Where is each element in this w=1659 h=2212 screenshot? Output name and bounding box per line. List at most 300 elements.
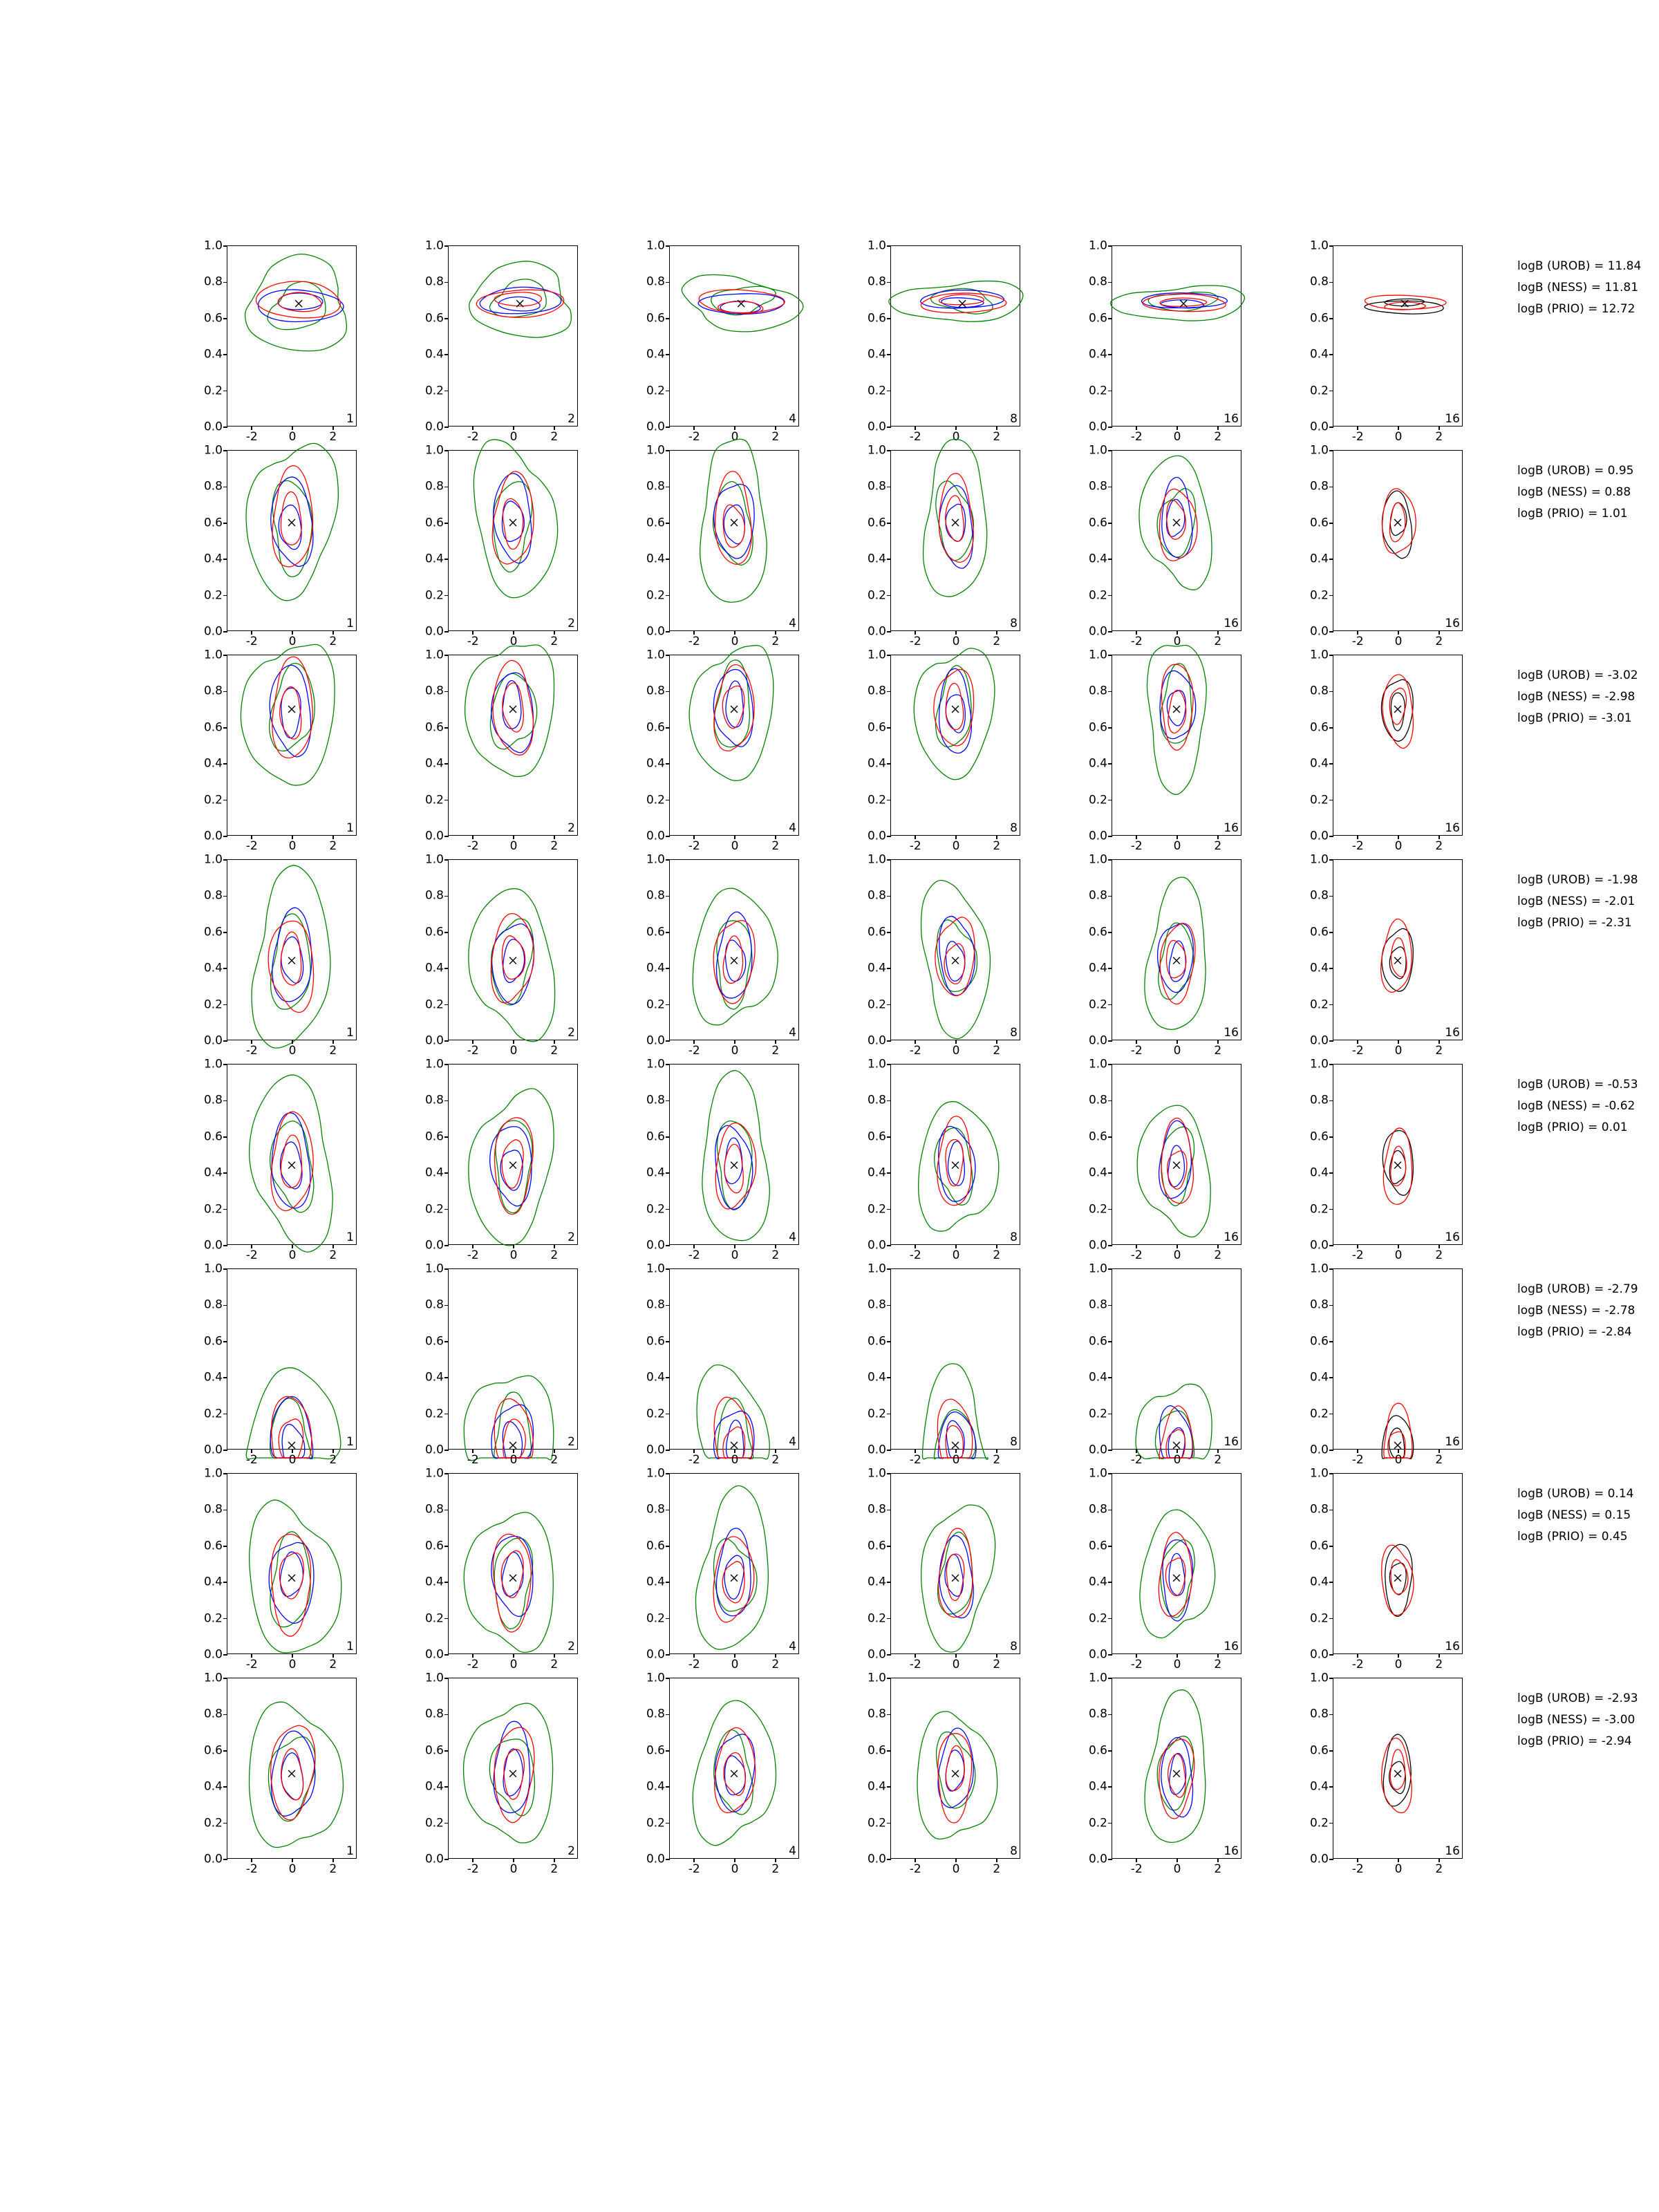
y-tick-mark: [444, 245, 449, 247]
truth-marker-x: [731, 957, 738, 964]
y-tick-label: 0.8: [203, 1502, 223, 1517]
x-tick-label: 0: [731, 1044, 739, 1058]
x-tick-label: 2: [329, 635, 337, 648]
y-tick-label: 0.8: [203, 684, 223, 698]
y-tick-label: 0.6: [1088, 925, 1107, 939]
contour-panel[interactable]: [629, 1262, 803, 1467]
y-tick-label: 0.6: [867, 925, 886, 939]
x-tick-label: 0: [509, 1453, 518, 1467]
contour-path: [1157, 1736, 1193, 1810]
y-tick-label: 0.2: [1088, 1816, 1107, 1830]
contour-path: [939, 668, 972, 753]
x-tick-mark: [734, 426, 735, 430]
x-tick-mark: [1217, 1040, 1219, 1044]
logb-annotation: logB (UROB) = -2.79: [1517, 1282, 1638, 1296]
contour-panel[interactable]: [850, 1262, 1024, 1467]
y-tick-mark: [1329, 1618, 1333, 1620]
truth-marker-x: [1394, 1442, 1401, 1449]
y-tick-mark: [223, 1209, 227, 1210]
y-tick-label: 0.8: [1088, 888, 1107, 903]
plot-area: [424, 852, 578, 1058]
y-tick-label: 0.6: [203, 720, 223, 735]
x-tick-mark: [251, 426, 252, 430]
x-tick-label: 0: [731, 1658, 739, 1671]
y-tick-mark: [444, 1823, 449, 1824]
y-tick-mark: [1108, 763, 1112, 765]
y-tick-label: 0.4: [203, 347, 223, 362]
x-tick-mark: [1217, 630, 1219, 635]
y-tick-label: 0.2: [424, 1611, 444, 1626]
y-tick-label: 0.6: [203, 516, 223, 530]
row-logb-annotations: [1517, 1079, 1638, 1143]
y-tick-label: 1.0: [424, 443, 444, 458]
y-tick-label: 0.6: [203, 311, 223, 326]
y-tick-label: 0.8: [646, 684, 665, 698]
contour-panel[interactable]: [629, 443, 803, 648]
contour-path: [1168, 691, 1186, 733]
contour-path: [938, 1412, 976, 1459]
contour-lines: [227, 1065, 356, 1244]
plot-area: [1309, 443, 1463, 648]
y-tick-mark: [1329, 1546, 1333, 1547]
plot-area: [867, 1057, 1020, 1262]
contour-lines: [891, 246, 1020, 426]
contour-lines: [891, 1474, 1020, 1653]
contour-panel[interactable]: [1293, 648, 1467, 853]
y-tick-mark: [1329, 655, 1333, 656]
panel-count-tag: 4: [789, 1844, 796, 1858]
contour-lines: [891, 451, 1020, 630]
contour-panel[interactable]: [408, 1057, 582, 1262]
y-tick-label: 0.6: [1309, 1539, 1329, 1553]
y-tick-label: 0.0: [203, 1443, 223, 1457]
contour-panel[interactable]: [187, 1466, 361, 1671]
contour-panel[interactable]: [187, 1262, 361, 1467]
contour-panel[interactable]: [850, 1466, 1024, 1671]
contour-lines: [449, 1474, 577, 1653]
y-tick-label: 0.8: [646, 479, 665, 494]
x-tick-mark: [1177, 1244, 1178, 1248]
contour-path: [1382, 1738, 1412, 1812]
x-tick-label: 2: [993, 430, 1001, 444]
y-tick-mark: [1329, 354, 1333, 355]
y-tick-label: 0.2: [867, 1816, 886, 1830]
x-tick-mark: [1357, 1653, 1358, 1658]
y-tick-mark: [223, 1004, 227, 1006]
y-tick-mark: [666, 655, 670, 656]
y-tick-label: 0.8: [1088, 684, 1107, 698]
x-tick-mark: [1398, 835, 1399, 839]
x-tick-mark: [996, 426, 997, 430]
y-tick-label: 0.0: [867, 1647, 886, 1662]
y-tick-label: 0.2: [1088, 1202, 1107, 1217]
y-tick-label: 0.4: [1309, 552, 1329, 566]
panel-count-tag: 8: [1010, 1844, 1018, 1858]
x-tick-mark: [955, 426, 957, 430]
y-tick-mark: [666, 1414, 670, 1415]
contour-panel[interactable]: [1293, 1057, 1467, 1262]
x-tick-mark: [996, 1858, 997, 1862]
contour-path: [1389, 947, 1406, 979]
x-tick-mark: [693, 1858, 695, 1862]
y-tick-label: 0.4: [867, 1165, 886, 1180]
panel-count-tag: 16: [1445, 617, 1460, 630]
y-tick-mark: [444, 859, 449, 861]
y-tick-label: 1.0: [1088, 443, 1107, 458]
contour-panel[interactable]: [1293, 1262, 1467, 1467]
x-tick-label: -2: [909, 430, 921, 444]
y-tick-label: 0.8: [424, 1297, 444, 1312]
contour-path: [250, 1500, 341, 1653]
y-tick-mark: [1108, 836, 1112, 837]
contour-panel[interactable]: [187, 1671, 361, 1876]
y-tick-mark: [223, 1473, 227, 1474]
y-tick-label: 0.6: [867, 1130, 886, 1144]
contour-panel[interactable]: [408, 1671, 582, 1876]
y-tick-label: 0.4: [424, 1165, 444, 1180]
y-tick-mark: [1329, 1136, 1333, 1138]
y-tick-label: 0.6: [203, 1334, 223, 1349]
y-tick-label: 0.2: [424, 588, 444, 603]
x-tick-label: 2: [993, 1044, 1001, 1058]
y-tick-mark: [887, 631, 891, 632]
y-tick-mark: [666, 1859, 670, 1860]
x-tick-mark: [513, 1244, 514, 1248]
y-tick-mark: [887, 595, 891, 597]
x-tick-mark: [472, 426, 474, 430]
contour-panel[interactable]: [850, 648, 1024, 853]
contour-lines: [670, 860, 798, 1040]
contour-panel[interactable]: [629, 1466, 803, 1671]
y-tick-mark: [666, 1750, 670, 1752]
panel-count-tag: 2: [568, 1230, 575, 1244]
y-tick-label: 0.0: [203, 1647, 223, 1662]
y-tick-mark: [1108, 655, 1112, 656]
x-tick-mark: [251, 630, 252, 635]
x-tick-mark: [996, 630, 997, 635]
y-tick-label: 0.8: [867, 274, 886, 289]
y-tick-mark: [1108, 1377, 1112, 1378]
contour-panel[interactable]: [629, 1057, 803, 1262]
y-tick-mark: [223, 859, 227, 861]
y-tick-label: 1.0: [867, 1671, 886, 1685]
y-tick-mark: [1108, 1546, 1112, 1547]
contour-panel[interactable]: [187, 1057, 361, 1262]
y-tick-label: 0.6: [424, 1334, 444, 1349]
contour-lines: [1333, 1474, 1462, 1653]
truth-marker-x: [1394, 706, 1401, 713]
plot-area: [424, 1466, 578, 1671]
contour-path: [271, 1731, 315, 1816]
contour-lines: [1112, 1678, 1241, 1858]
y-tick-label: 0.2: [1309, 793, 1329, 807]
truth-marker-x: [288, 1442, 295, 1449]
y-tick-mark: [887, 354, 891, 355]
y-tick-mark: [444, 1100, 449, 1102]
x-tick-mark: [775, 426, 776, 430]
y-tick-label: 0.8: [1309, 1707, 1329, 1721]
y-tick-mark: [887, 391, 891, 392]
contour-panel[interactable]: [408, 238, 582, 444]
y-tick-mark: [887, 450, 891, 451]
y-tick-mark: [444, 487, 449, 488]
contour-path: [252, 865, 330, 1048]
y-tick-mark: [444, 1859, 449, 1860]
y-tick-mark: [1329, 1377, 1333, 1378]
y-tick-mark: [1329, 1473, 1333, 1474]
contour-path: [946, 496, 964, 541]
y-tick-label: 0.8: [867, 1707, 886, 1721]
x-tick-label: -2: [1351, 1044, 1364, 1058]
contour-panel[interactable]: [187, 648, 361, 853]
contour-panel[interactable]: [1293, 238, 1467, 444]
contour-panel[interactable]: [1293, 1671, 1467, 1876]
y-tick-mark: [666, 1510, 670, 1511]
y-tick-label: 0.6: [1088, 516, 1107, 530]
contour-panel[interactable]: [850, 238, 1024, 444]
contour-panel[interactable]: [408, 852, 582, 1058]
logb-annotation: logB (UROB) = 11.84: [1517, 259, 1642, 273]
contour-path: [500, 1150, 523, 1190]
y-tick-label: 0.6: [1088, 1334, 1107, 1349]
contour-panel[interactable]: [408, 1466, 582, 1671]
y-tick-mark: [666, 1714, 670, 1716]
y-tick-mark: [887, 896, 891, 897]
x-tick-mark: [332, 1449, 334, 1453]
y-tick-mark: [444, 932, 449, 933]
x-tick-label: -2: [909, 1248, 921, 1262]
logb-annotation: logB (NESS) = -3.00: [1517, 1713, 1635, 1727]
x-tick-label: 2: [993, 1248, 1001, 1262]
y-tick-mark: [444, 1209, 449, 1210]
x-tick-label: 2: [993, 1862, 1001, 1876]
contour-panel[interactable]: [850, 443, 1024, 648]
y-tick-mark: [887, 1582, 891, 1583]
contour-panel[interactable]: [1071, 648, 1246, 853]
y-tick-mark: [1329, 595, 1333, 597]
contour-path: [250, 1702, 344, 1847]
contour-panel[interactable]: [187, 443, 361, 648]
y-tick-label: 0.4: [1088, 1575, 1107, 1589]
y-tick-mark: [666, 1172, 670, 1174]
contour-panel[interactable]: [850, 1057, 1024, 1262]
x-tick-label: 2: [1214, 1453, 1222, 1467]
y-tick-mark: [887, 1064, 891, 1065]
x-tick-label: 0: [731, 1453, 739, 1467]
contour-panel[interactable]: [850, 1671, 1024, 1876]
y-tick-label: 0.6: [1088, 1130, 1107, 1144]
y-tick-label: 0.4: [867, 1575, 886, 1589]
y-tick-label: 0.2: [203, 997, 223, 1012]
panel-count-tag: 16: [1445, 1640, 1460, 1653]
y-tick-mark: [1108, 1654, 1112, 1656]
y-tick-label: 0.0: [867, 1033, 886, 1048]
y-tick-label: 1.0: [424, 1262, 444, 1276]
y-tick-mark: [223, 836, 227, 837]
y-tick-label: 0.8: [203, 1093, 223, 1107]
x-tick-label: 0: [288, 1248, 297, 1262]
x-tick-label: 2: [1435, 1044, 1443, 1058]
contour-panel[interactable]: [187, 238, 361, 444]
contour-panel[interactable]: [408, 648, 582, 853]
y-tick-label: 0.4: [424, 756, 444, 771]
y-tick-label: 1.0: [646, 1057, 665, 1071]
contour-path: [1145, 877, 1206, 1029]
plot-area: [203, 1057, 357, 1262]
y-tick-label: 0.0: [424, 1033, 444, 1048]
x-tick-label: 2: [771, 1248, 780, 1262]
contour-path: [1147, 646, 1206, 795]
contour-panel[interactable]: [1071, 443, 1246, 648]
y-tick-mark: [887, 318, 891, 319]
y-tick-label: 0.0: [867, 1443, 886, 1457]
contour-panel[interactable]: [629, 1671, 803, 1876]
panel-count-tag: 8: [1010, 412, 1018, 426]
contour-path: [490, 673, 536, 749]
contour-panel[interactable]: [629, 238, 803, 444]
plot-area: [646, 238, 799, 444]
contour-panel[interactable]: [629, 648, 803, 853]
y-tick-label: 0.8: [1088, 1297, 1107, 1312]
contour-panel[interactable]: [1071, 1466, 1246, 1671]
y-tick-mark: [444, 1172, 449, 1174]
y-tick-label: 0.6: [424, 1130, 444, 1144]
x-tick-label: -2: [1130, 1862, 1143, 1876]
y-tick-label: 0.2: [1088, 997, 1107, 1012]
x-tick-label: 2: [329, 1862, 337, 1876]
panel-count-tag: 16: [1224, 821, 1239, 835]
y-tick-mark: [666, 896, 670, 897]
y-tick-label: 0.4: [424, 961, 444, 975]
contour-panel[interactable]: [1071, 1262, 1246, 1467]
logb-annotation: logB (NESS) = -2.78: [1517, 1304, 1635, 1318]
x-tick-mark: [472, 630, 474, 635]
y-tick-label: 0.0: [1309, 420, 1329, 434]
y-tick-label: 0.4: [203, 552, 223, 566]
contour-panel[interactable]: [850, 852, 1024, 1058]
contour-lines: [891, 1678, 1020, 1858]
x-tick-label: 2: [329, 839, 337, 853]
x-tick-label: -2: [1351, 1453, 1364, 1467]
x-tick-label: 0: [952, 1044, 960, 1058]
y-tick-mark: [887, 1040, 891, 1042]
y-tick-label: 0.2: [203, 1611, 223, 1626]
plot-area: [1088, 443, 1241, 648]
logb-annotation: logB (UROB) = 0.14: [1517, 1487, 1634, 1501]
y-tick-label: 0.4: [867, 1370, 886, 1385]
y-tick-label: 0.0: [1088, 1647, 1107, 1662]
contour-path: [921, 1505, 995, 1652]
y-tick-label: 0.4: [203, 961, 223, 975]
contour-path: [939, 474, 973, 563]
y-tick-mark: [1329, 1714, 1333, 1716]
y-tick-mark: [1329, 1654, 1333, 1656]
x-tick-label: 0: [731, 839, 739, 853]
x-tick-mark: [332, 1858, 334, 1862]
x-tick-mark: [775, 1244, 776, 1248]
contour-panel[interactable]: [1071, 852, 1246, 1058]
y-tick-mark: [444, 1450, 449, 1451]
y-tick-mark: [1329, 487, 1333, 488]
y-tick-mark: [887, 1654, 891, 1656]
y-tick-label: 0.6: [424, 925, 444, 939]
contour-lines: [227, 246, 356, 426]
x-tick-label: 0: [1394, 1248, 1403, 1262]
plot-area: [646, 852, 799, 1058]
y-tick-mark: [887, 1859, 891, 1860]
x-tick-label: 2: [771, 635, 780, 648]
x-tick-mark: [554, 1449, 555, 1453]
y-tick-label: 1.0: [1088, 1671, 1107, 1685]
contour-panel[interactable]: [408, 443, 582, 648]
panel-count-tag: 16: [1224, 1026, 1239, 1040]
contour-path: [271, 1112, 313, 1210]
y-tick-mark: [223, 800, 227, 801]
y-tick-label: 0.4: [1088, 756, 1107, 771]
x-tick-mark: [1357, 1858, 1358, 1862]
y-tick-mark: [444, 896, 449, 897]
panel-count-tag: 8: [1010, 1026, 1018, 1040]
y-tick-label: 0.4: [646, 1575, 665, 1589]
logb-annotation: logB (PRIO) = 0.45: [1517, 1530, 1628, 1544]
contour-panel[interactable]: [187, 852, 361, 1058]
x-tick-label: -2: [1130, 635, 1143, 648]
y-tick-label: 0.0: [203, 1238, 223, 1253]
y-tick-mark: [887, 1341, 891, 1342]
y-tick-label: 0.6: [203, 1743, 223, 1758]
x-tick-mark: [472, 1244, 474, 1248]
y-tick-label: 1.0: [867, 443, 886, 458]
contour-panel[interactable]: [1293, 443, 1467, 648]
truth-marker-x: [1394, 1575, 1401, 1582]
contour-panel[interactable]: [408, 1262, 582, 1467]
y-tick-mark: [1108, 1714, 1112, 1716]
y-tick-mark: [444, 727, 449, 729]
y-tick-mark: [887, 1823, 891, 1824]
x-tick-label: -2: [688, 635, 700, 648]
x-tick-mark: [1177, 1449, 1178, 1453]
x-tick-mark: [1357, 1244, 1358, 1248]
y-tick-mark: [1108, 282, 1112, 283]
truth-marker-x: [288, 706, 295, 713]
y-tick-label: 0.8: [867, 1093, 886, 1107]
panel-count-tag: 2: [568, 1640, 575, 1653]
x-tick-label: -2: [1130, 839, 1143, 853]
y-tick-mark: [444, 1582, 449, 1583]
y-tick-mark: [444, 1040, 449, 1042]
contour-panel[interactable]: [1071, 1057, 1246, 1262]
y-tick-mark: [223, 1786, 227, 1788]
x-tick-label: 2: [1214, 1044, 1222, 1058]
x-tick-label: 2: [993, 1658, 1001, 1671]
truth-marker-x: [295, 300, 302, 307]
x-tick-label: -2: [467, 1862, 479, 1876]
contour-panel[interactable]: [1071, 1671, 1246, 1876]
x-tick-label: 0: [288, 839, 297, 853]
y-tick-mark: [1108, 1859, 1112, 1860]
logb-annotation: logB (UROB) = -1.98: [1517, 873, 1638, 887]
x-tick-mark: [554, 630, 555, 635]
x-tick-label: 2: [771, 839, 780, 853]
truth-marker-x: [509, 1442, 516, 1449]
contour-path: [702, 1071, 769, 1241]
contour-panel[interactable]: [629, 852, 803, 1058]
contour-panel[interactable]: [1293, 852, 1467, 1058]
contour-panel[interactable]: [1071, 238, 1246, 444]
row-logb-annotations: [1517, 1488, 1633, 1553]
contour-panel[interactable]: [1293, 1466, 1467, 1671]
x-tick-label: 0: [288, 1453, 297, 1467]
